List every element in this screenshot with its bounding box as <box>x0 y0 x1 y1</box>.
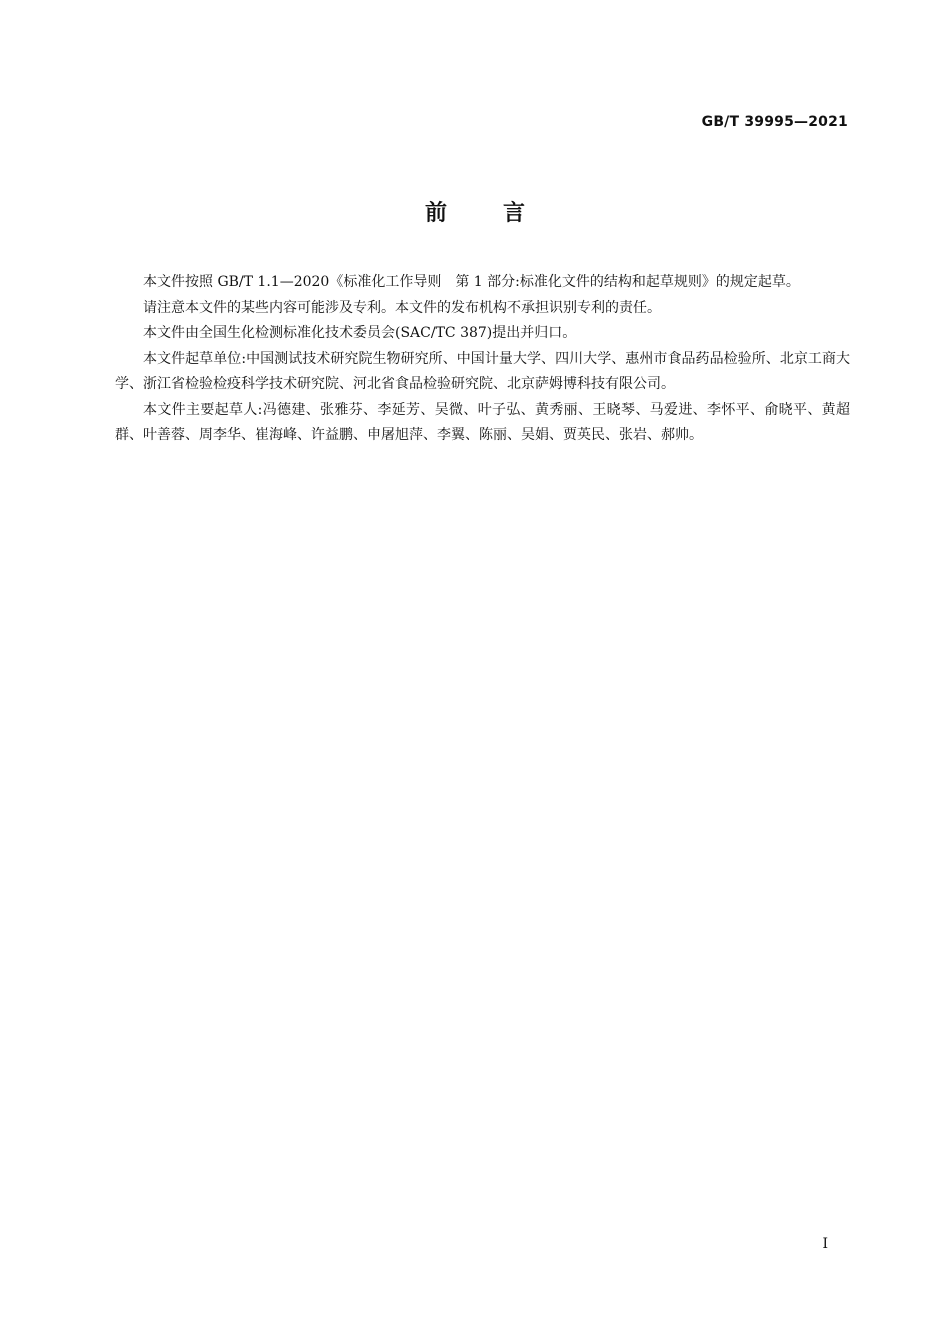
paragraph-drafting-units: 本文件起草单位:中国测试技术研究院生物研究所、中国计量大学、四川大学、惠州市食品药品检验所、北京工商大学、浙江省检验检疫科学技术研究院、河北省食品检验研究院、北京萨姆博科技有限公司。 <box>115 350 850 392</box>
page-title: 前言 <box>424 201 581 226</box>
paragraph-drafting-rules: 本文件按照 GB/T 1.1—2020《标准化工作导则 第 1 部分:标准化文件的结构和起草规则》的规定起草。 <box>143 274 800 290</box>
page-number: Ⅰ <box>822 1236 828 1252</box>
paragraph-patent-notice: 请注意本文件的某些内容可能涉及专利。本文件的发布机构不承担识别专利的责任。 <box>143 299 661 316</box>
standard-code: GB/T 39995—2021 <box>701 114 848 130</box>
document-body <box>115 270 850 449</box>
paragraph-drafters: 本文件主要起草人:冯德建、张雅芬、李延芳、吴微、叶子弘、黄秀丽、王晓琴、马爱进、李怀平、俞晓平、黄超群、叶善蓉、周李华、崔海峰、许益鹏、申屠旭萍、李翼、陈丽、吴娟、贾英民、张岩、郝帅。 <box>115 401 850 443</box>
paragraph-committee: 本文件由全国生化检测标准化技术委员会(SAC/TC 387)提出并归口。 <box>143 325 577 341</box>
